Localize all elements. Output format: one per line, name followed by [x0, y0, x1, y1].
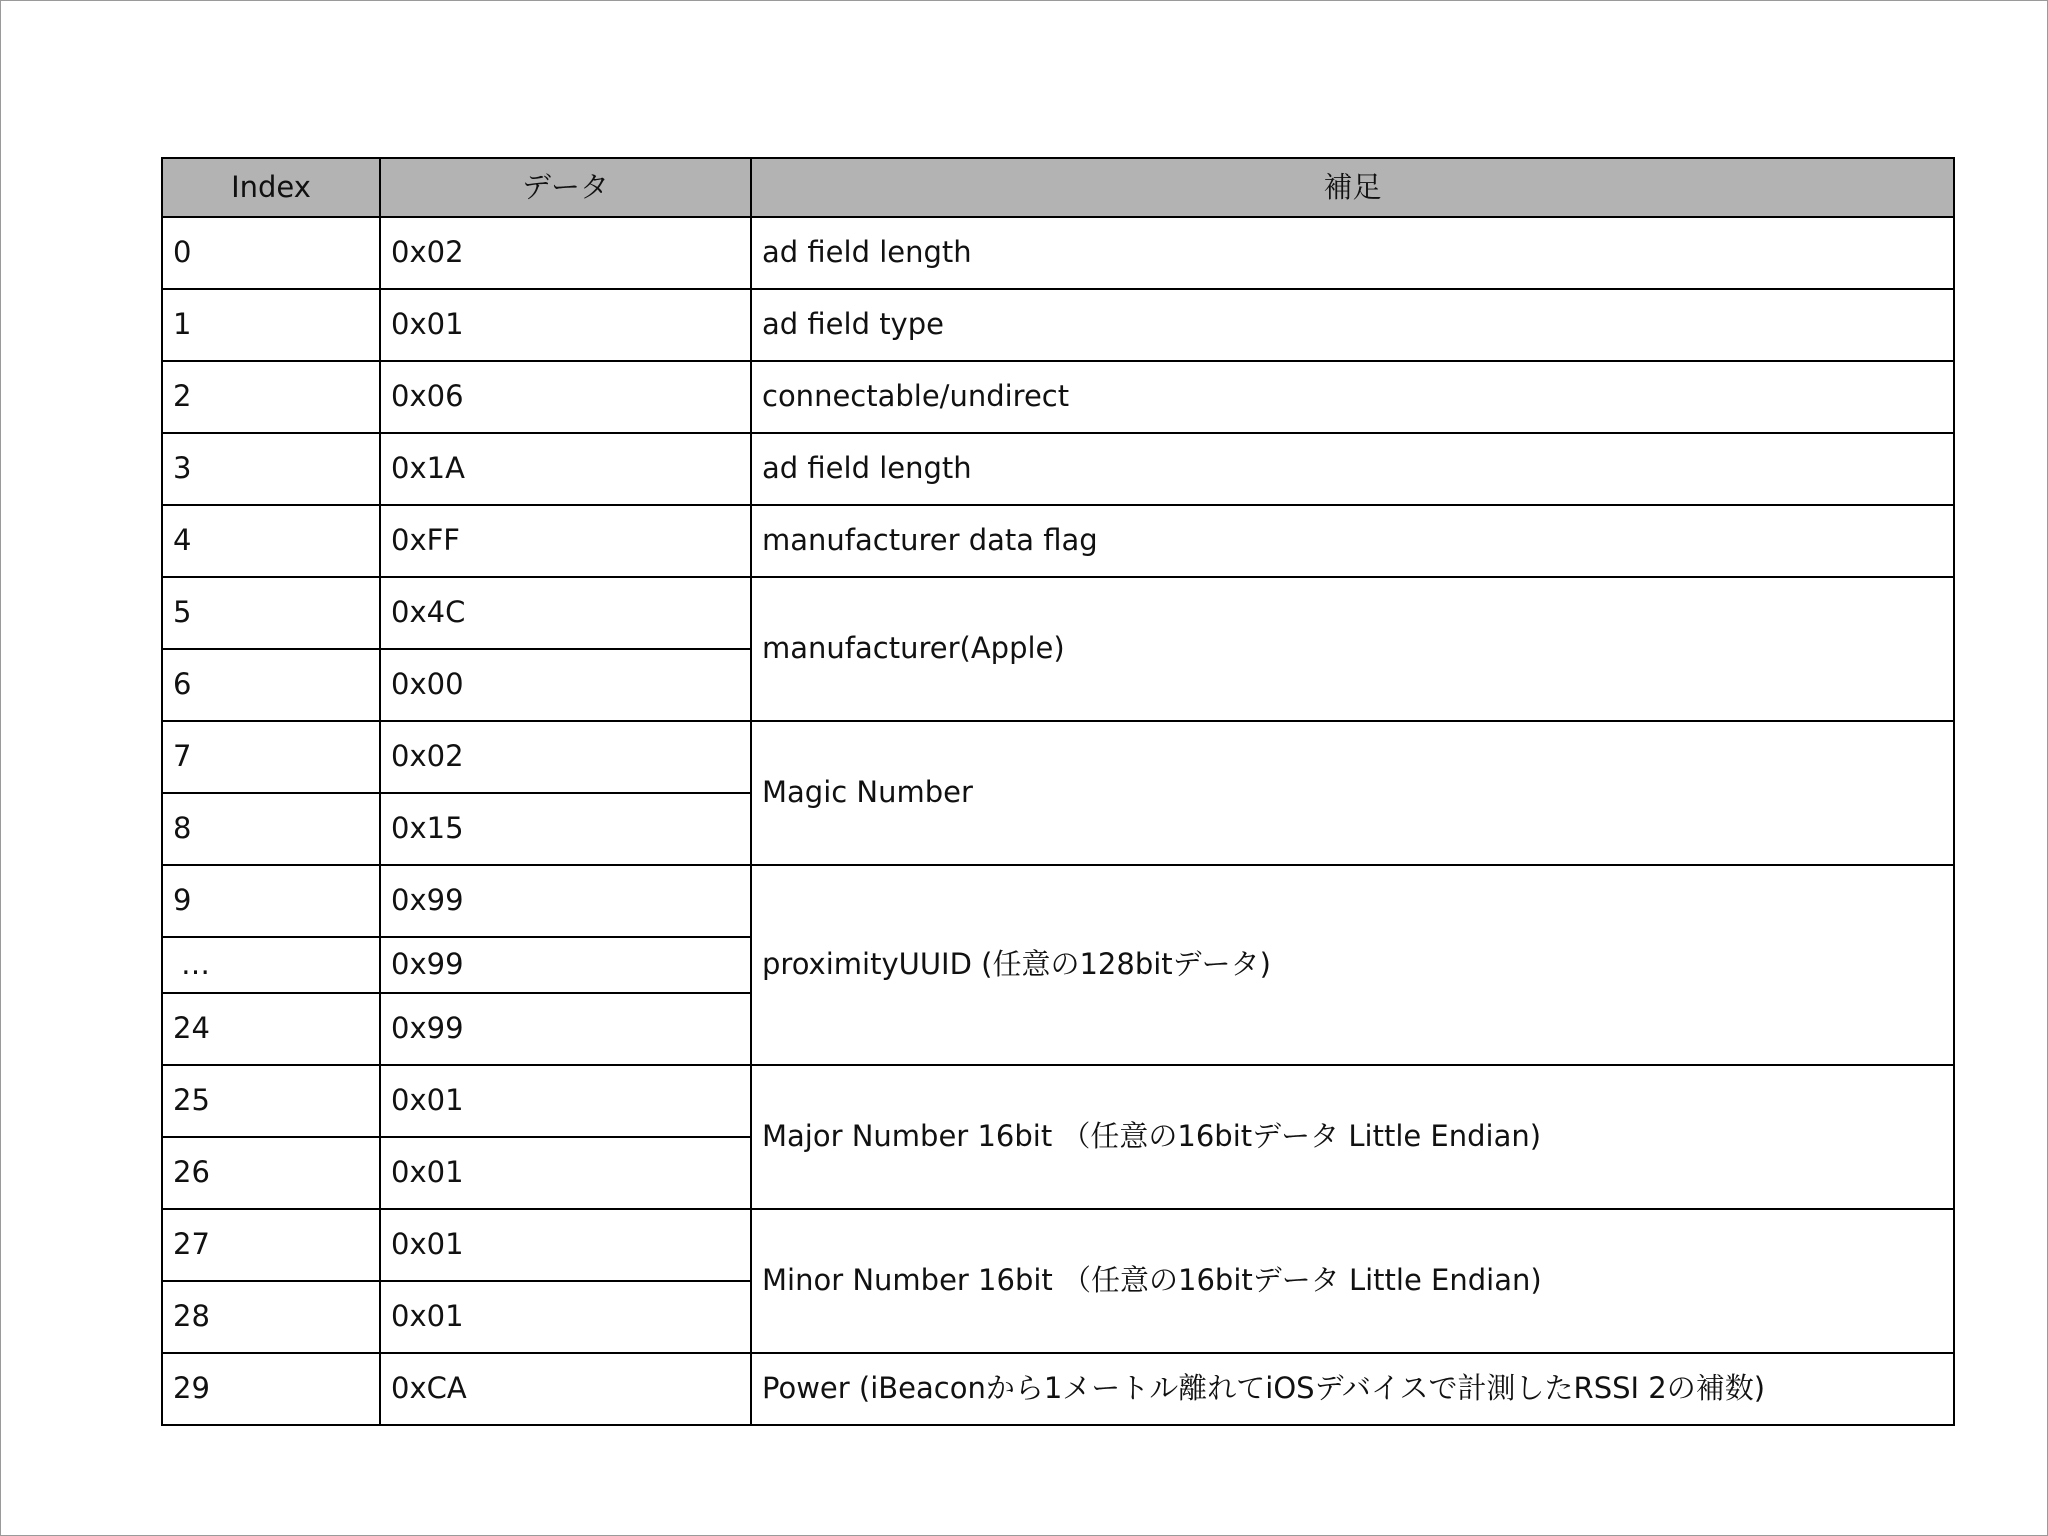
index-cell: 2 — [162, 361, 380, 433]
note-cell: ad field type — [751, 289, 1954, 361]
data-cell: 0x00 — [380, 649, 751, 721]
data-cell: 0x01 — [380, 289, 751, 361]
index-cell: 4 — [162, 505, 380, 577]
index-cell: 25 — [162, 1065, 380, 1137]
table-row — [162, 721, 1954, 793]
note-cell: ad field length — [751, 433, 1954, 505]
index-cell: … — [162, 937, 380, 993]
header-data: データ — [380, 158, 751, 217]
data-cell: 0xFF — [380, 505, 751, 577]
note-cell: Major Number 16bit （任意の16bitデータ Little Endian) — [751, 1065, 1954, 1209]
index-cell: 24 — [162, 993, 380, 1065]
note-cell: manufacturer data flag — [751, 505, 1954, 577]
data-cell: 0x01 — [380, 1281, 751, 1353]
index-cell: 8 — [162, 793, 380, 865]
data-cell: 0x4C — [380, 577, 751, 649]
data-cell: 0x01 — [380, 1065, 751, 1137]
data-cell: 0x01 — [380, 1137, 751, 1209]
index-cell: 26 — [162, 1137, 380, 1209]
table-row — [162, 1209, 1954, 1281]
index-cell: 29 — [162, 1353, 380, 1425]
data-cell: 0x15 — [380, 793, 751, 865]
index-cell: 28 — [162, 1281, 380, 1353]
data-cell: 0x02 — [380, 217, 751, 289]
data-cell: 0xCA — [380, 1353, 751, 1425]
data-cell: 0x01 — [380, 1209, 751, 1281]
table-row — [162, 217, 1954, 289]
index-cell: 7 — [162, 721, 380, 793]
table-row — [162, 1353, 1954, 1425]
data-cell: 0x99 — [380, 937, 751, 993]
table-row — [162, 865, 1954, 937]
data-cell: 0x1A — [380, 433, 751, 505]
data-cell: 0x06 — [380, 361, 751, 433]
table-row — [162, 1065, 1954, 1137]
data-cell: 0x99 — [380, 993, 751, 1065]
index-cell: 27 — [162, 1209, 380, 1281]
index-cell: 9 — [162, 865, 380, 937]
index-cell: 0 — [162, 217, 380, 289]
table-row — [162, 433, 1954, 505]
note-cell: proximityUUID (任意の128bitデータ) — [751, 865, 1954, 1065]
table-row — [162, 289, 1954, 361]
table-row — [162, 577, 1954, 649]
ibeacon-packet-table — [161, 157, 1955, 1426]
data-cell: 0x99 — [380, 865, 751, 937]
header-note: 補足 — [751, 158, 1954, 217]
header-index: Index — [162, 158, 380, 217]
note-cell: manufacturer(Apple) — [751, 577, 1954, 721]
note-cell: Power (iBeaconから1メートル離れてiOSデバイスで計測したRSSI 2の補数) — [751, 1353, 1954, 1425]
index-cell: 5 — [162, 577, 380, 649]
note-cell: ad field length — [751, 217, 1954, 289]
table-row — [162, 361, 1954, 433]
index-cell: 1 — [162, 289, 380, 361]
note-cell: Magic Number — [751, 721, 1954, 865]
note-cell: connectable/undirect — [751, 361, 1954, 433]
table-row — [162, 505, 1954, 577]
header-row — [162, 158, 1954, 217]
data-cell: 0x02 — [380, 721, 751, 793]
index-cell: 3 — [162, 433, 380, 505]
index-cell: 6 — [162, 649, 380, 721]
note-cell: Minor Number 16bit （任意の16bitデータ Little Endian) — [751, 1209, 1954, 1353]
